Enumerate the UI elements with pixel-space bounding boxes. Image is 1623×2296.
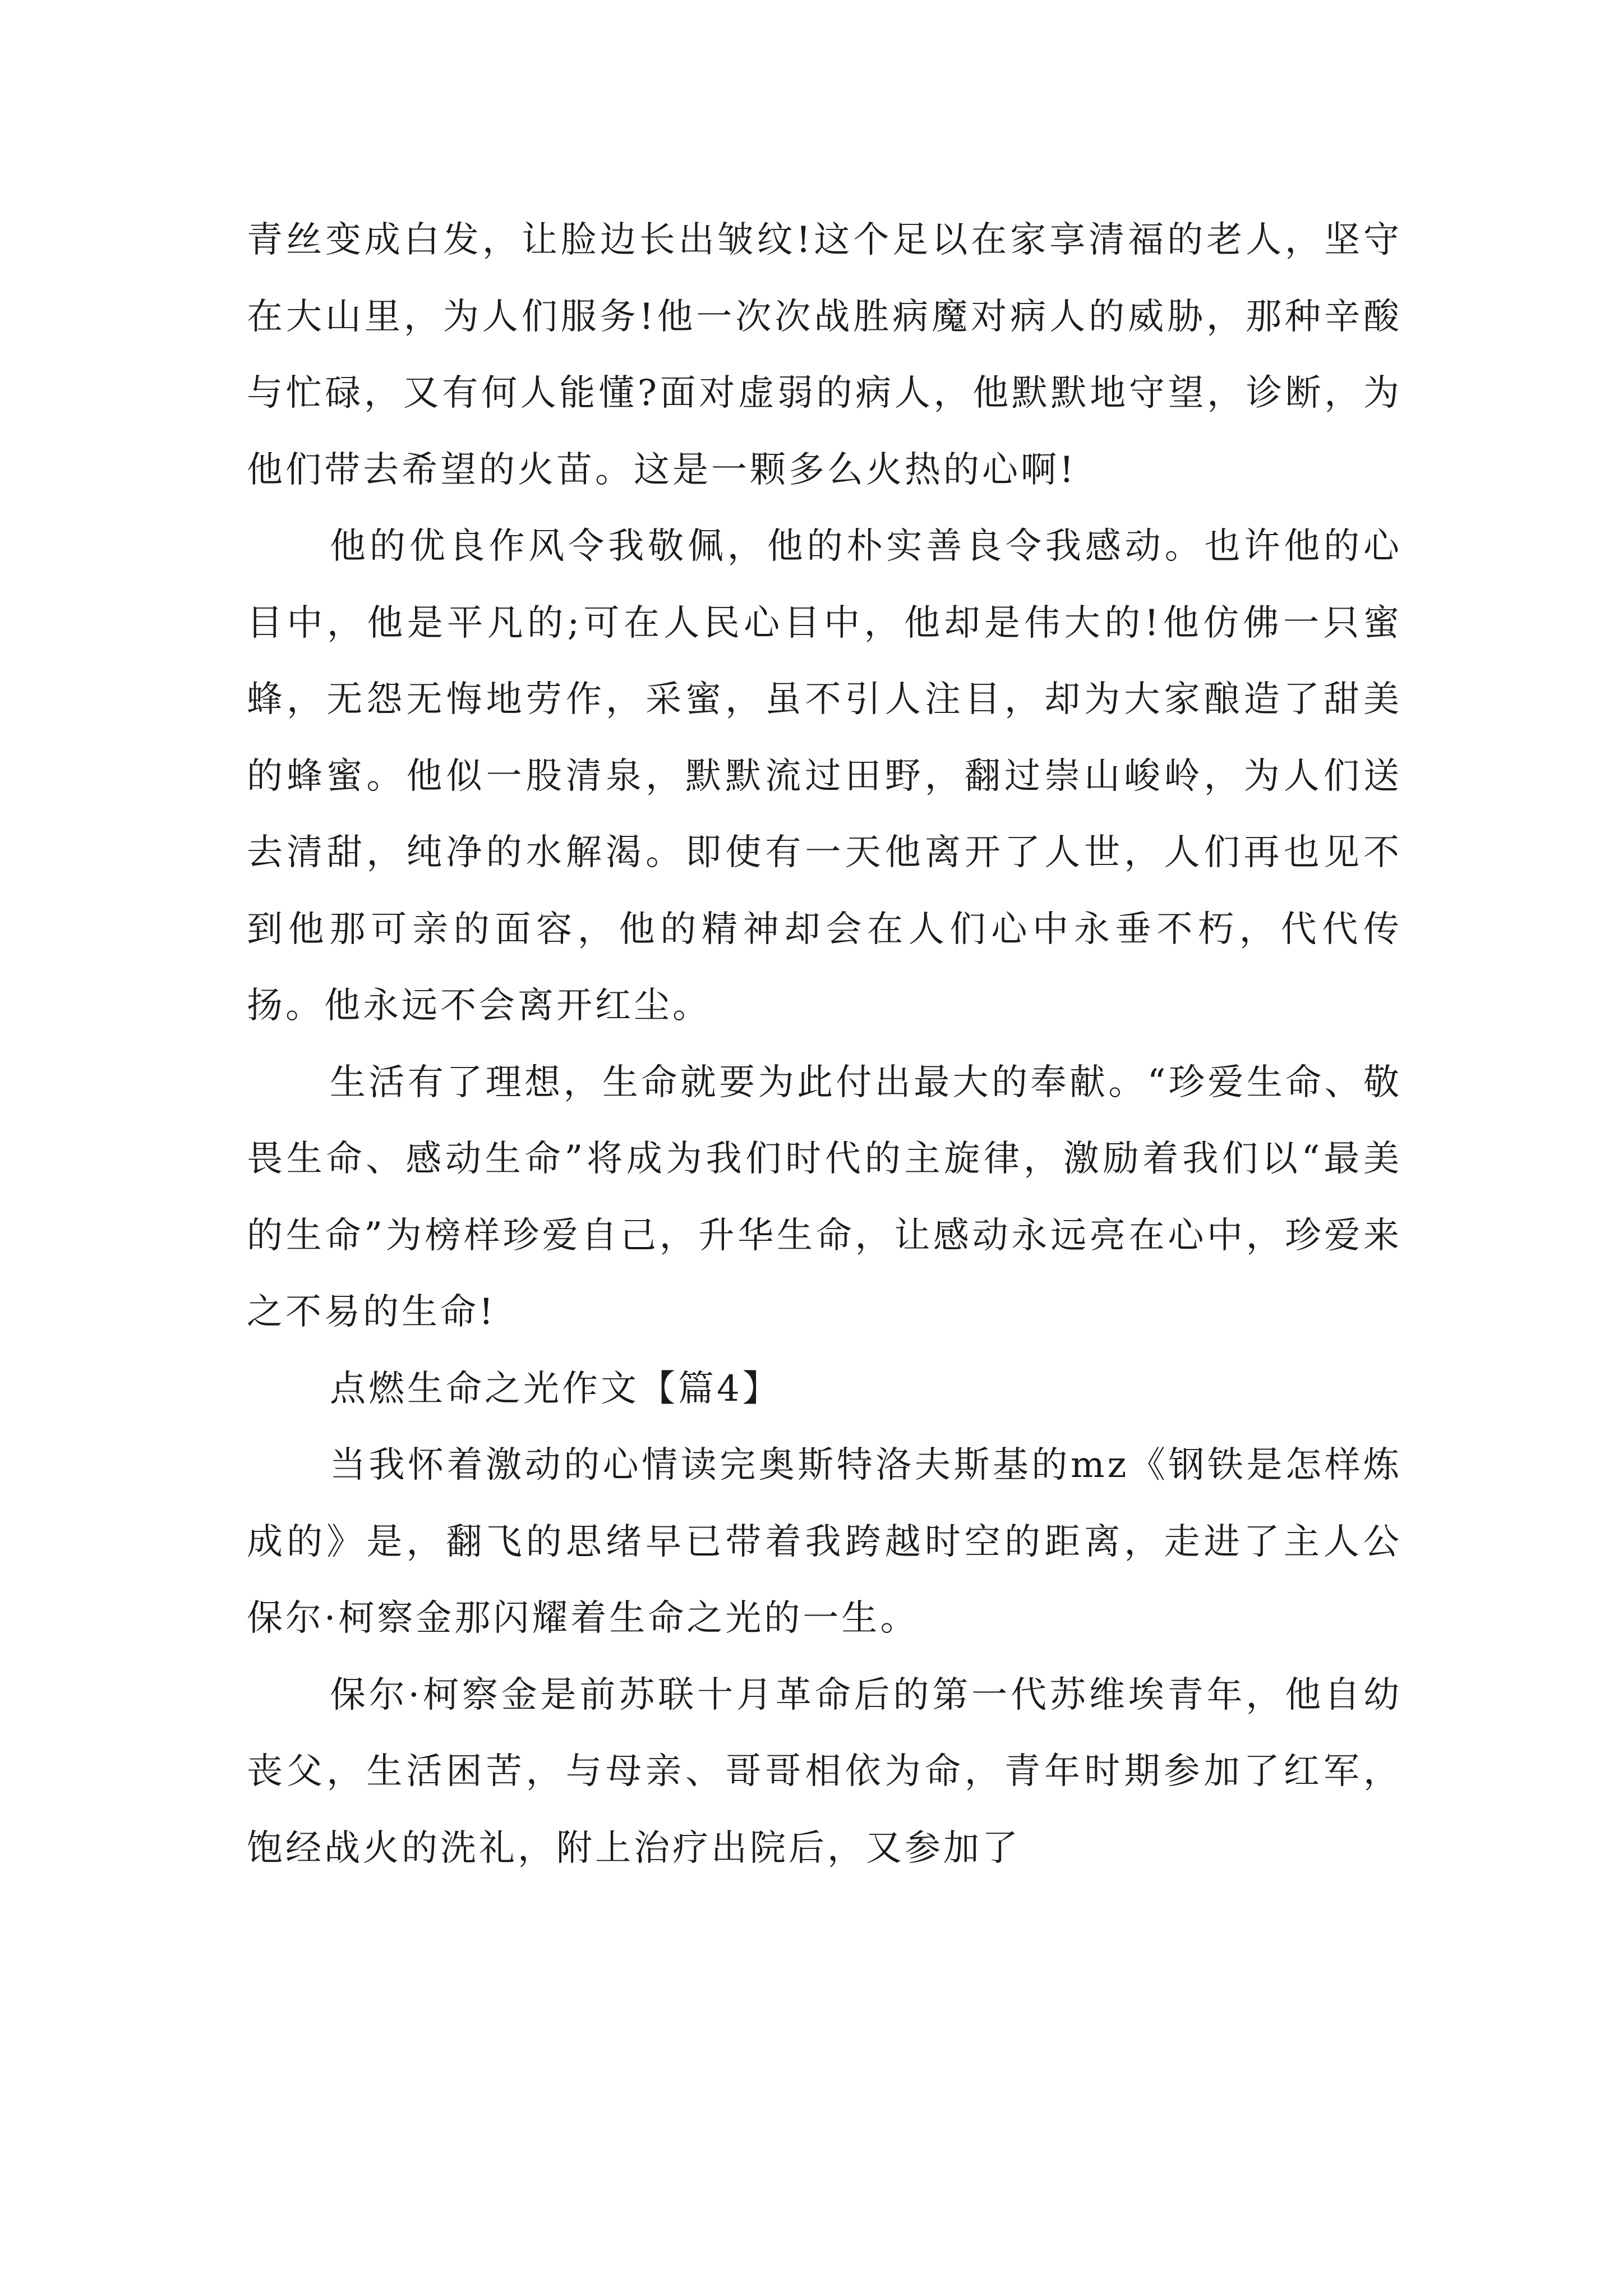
- paragraph-4: 当我怀着激动的心情读完奥斯特洛夫斯基的mz《钢铁是怎样炼成的》是，翻飞的思绪早已带着我跨越时空的距离，走进了主人公保尔·柯察金那闪耀着生命之光的一生。: [247, 1444, 1402, 1639]
- paragraph-3: 生活有了理想，生命就要为此付出最大的奉献。“珍爱生命、敬畏生命、感动生命”将成为我们时代的主旋律，激励着我们以“最美的生命”为榜样珍爱自己，升华生命，让感动永远亮在心中，珍爱来之不易的生命!: [247, 1061, 1402, 1333]
- document-body: [247, 202, 1402, 1887]
- paragraph-5: 保尔·柯察金是前苏联十月革命后的第一代苏维埃青年，他自幼丧父，生活困苦，与母亲、哥哥相依为命，青年时期参加了红军，饱经战火的洗礼，附上治疗出院后，又参加了: [247, 1674, 1402, 1869]
- section-heading: 点燃生命之光作文【篇4】: [330, 1368, 781, 1410]
- paragraph-1: 青丝变成白发，让脸边长出皱纹!这个足以在家享清福的老人，坚守在大山里，为人们服务!他一次次战胜病魔对病人的威胁，那种辛酸与忙碌，又有何人能懂?面对虚弱的病人，他默默地守望，诊断，为他们带去希望的火苗。这是一颗多么火热的心啊!: [247, 219, 1402, 491]
- paragraph-2: 他的优良作风令我敬佩，他的朴实善良令我感动。也许他的心目中，他是平凡的;可在人民心目中，他却是伟大的!他仿佛一只蜜蜂，无怨无悔地劳作，采蜜，虽不引人注目，却为大家酿造了甜美的蜂蜜。他似一股清泉，默默流过田野，翻过崇山峻岭，为人们送去清甜，纯净的水解渴。即使有一天他离开了人世，人们再也见不到他那可亲的面容，他的精神却会在人们心中永垂不朽，代代传扬。他永远不会离开红尘。: [247, 526, 1402, 1027]
